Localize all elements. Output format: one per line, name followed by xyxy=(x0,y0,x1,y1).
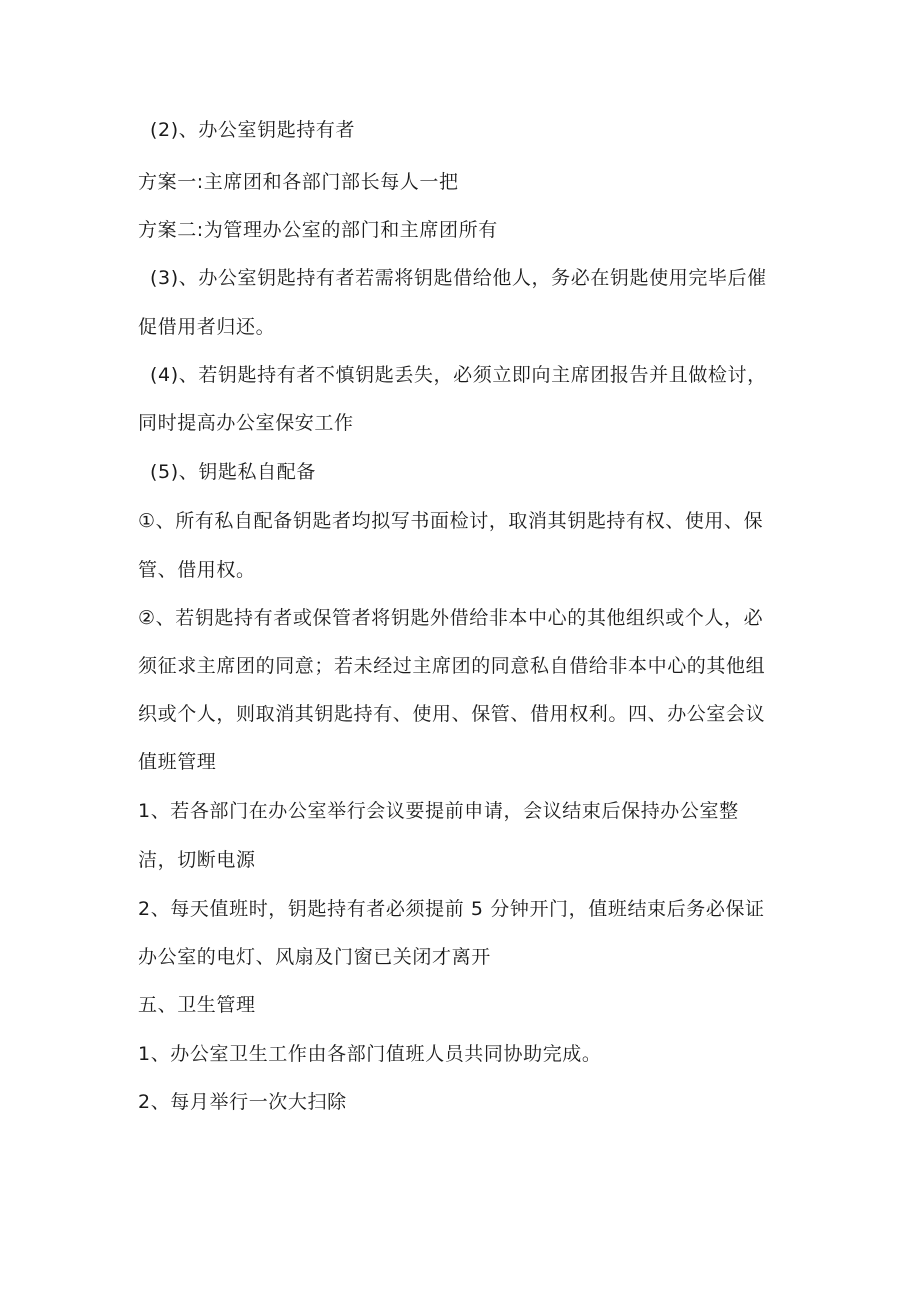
text-line: 管、借用权。 xyxy=(138,559,256,581)
text-line: ②、若钥匙持有者或保管者将钥匙外借给非本中心的其他组织或个人，必 xyxy=(138,607,764,629)
text-line: ①、所有私自配备钥匙者均拟写书面检讨，取消其钥匙持有权、使用、保 xyxy=(138,510,764,532)
text-line: 1、办公室卫生工作由各部门值班人员共同协助完成。 xyxy=(138,1043,602,1065)
text-line: 方案二:为管理办公室的部门和主席团所有 xyxy=(138,219,498,241)
text-line: 须征求主席团的同意；若未经过主席团的同意私自借给非本中心的其他组 xyxy=(138,655,766,677)
text-line: 1、若各部门在办公室举行会议要提前申请，会议结束后保持办公室整 xyxy=(138,800,739,822)
text-line: (2)、办公室钥匙持有者 xyxy=(150,119,356,141)
text-line: 洁，切断电源 xyxy=(138,849,256,871)
text-line: (3)、办公室钥匙持有者若需将钥匙借给他人，务必在钥匙使用完毕后催 xyxy=(150,267,767,289)
text-line: 2、每月举行一次大扫除 xyxy=(138,1091,347,1113)
text-line: (4)、若钥匙持有者不慎钥匙丢失，必须立即向主席团报告并且做检讨， xyxy=(150,364,767,386)
text-line: 办公室的电灯、风扇及门窗已关闭才离开 xyxy=(138,946,491,968)
text-line: 方案一:主席团和各部门部长每人一把 xyxy=(138,171,459,193)
text-line: 五、卫生管理 xyxy=(138,994,256,1016)
text-line: (5)、钥匙私自配备 xyxy=(150,461,316,483)
text-line: 2、每天值班时，钥匙持有者必须提前 5 分钟开门，值班结束后务必保证 xyxy=(138,898,765,920)
text-line: 织或个人，则取消其钥匙持有、使用、保管、借用权利。四、办公室会议 xyxy=(138,703,766,725)
text-line: 同时提高办公室保安工作 xyxy=(138,412,354,434)
text-line: 促借用者归还。 xyxy=(138,316,276,338)
text-line: 值班管理 xyxy=(138,751,217,773)
